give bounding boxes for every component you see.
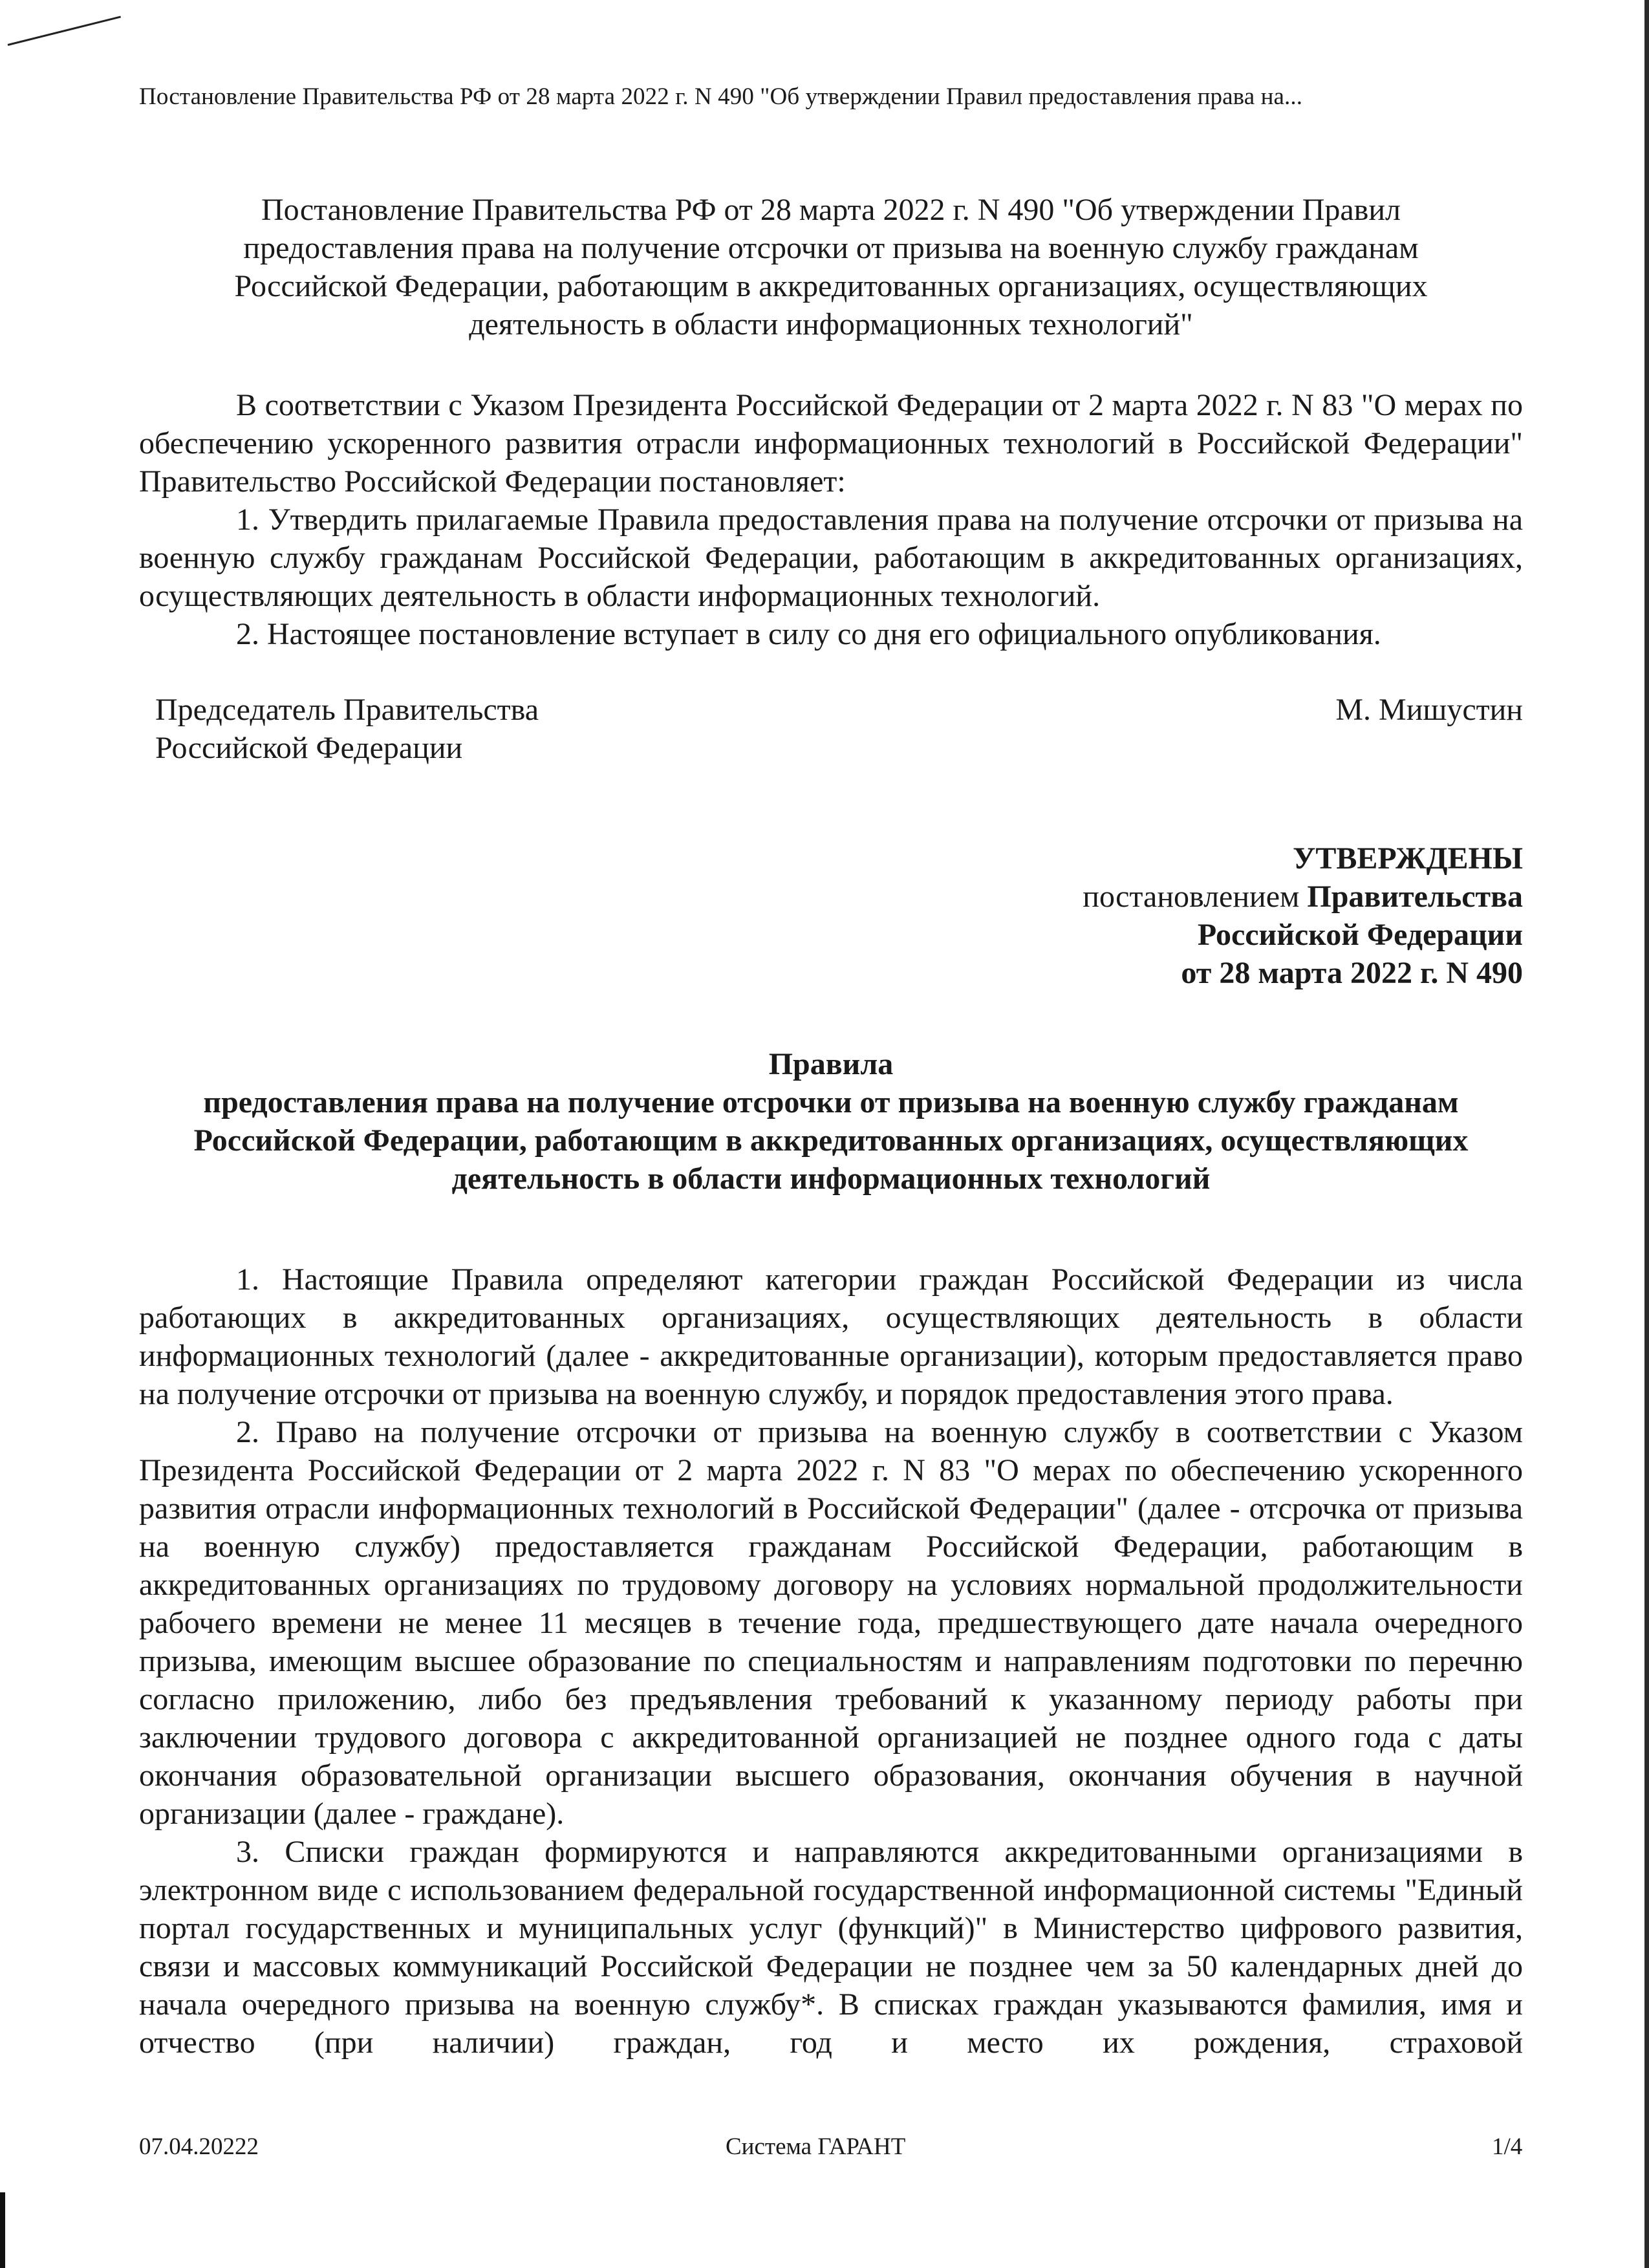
document-title [184, 191, 1478, 343]
preamble-paragraph: В соответствии с Указом Президента Российской Федерации от 2 марта 2022 г. N 83 "О мерах по обеспечению ускоренного развития отрасли информационных технологий в Российской Федерации" Правительство Российской Федерации постановляет: [139, 388, 1523, 499]
approval-stamp [139, 839, 1523, 992]
decree-item-2: 2. Настоящее постановление вступает в силу со дня его официального опубликования. [236, 617, 1381, 651]
approval-line-normal: постановлением [1083, 880, 1308, 914]
footer-date: 07.04.20222 [139, 2133, 259, 2160]
signatory-position [155, 691, 539, 767]
scan-edge-shadow-right [1644, 0, 1649, 2268]
signature-block [139, 691, 1523, 768]
approval-line: Российской Федерации [1197, 918, 1523, 952]
decree-item-1: 1. Утвердить прилагаемые Правила предоставления права на получение отсрочки от призыва на военную службу гражданам Российской Федерации, работающим в аккредитованных организациях, осуществляющих деятельность в области информационных технологий. [139, 502, 1523, 613]
document-title-line: предоставления права на получение отсрочки от призыва на военную службу гражданам [243, 231, 1419, 265]
signatory-position-line: Российской Федерации [155, 731, 463, 765]
signatory-name: М. Мишустин [1335, 693, 1523, 727]
footer-page-number: 1/4 [1492, 2133, 1523, 2160]
signatory-position-line: Председатель Правительства [155, 693, 539, 727]
rules-paragraph-3: 3. Списки граждан формируются и направляются аккредитованными организациями в электронном виде с использованием федеральной государственной информационной системы "Единый портал государственных и муниципальных услуг (функций)" в Министерство цифрового развития, связи и массовых коммуникаций Российской Федерации не позднее чем за 50 календарных дней до начала очередного призыва на военную службу*. В списках граждан указываются фамилия, имя и отчество (при наличии) граждан, год и место их рождения, страховой [139, 1835, 1523, 2060]
pen-stroke-mark [8, 16, 121, 45]
rules-title-line: деятельность в области информационных технологий [451, 1161, 1211, 1196]
document-body [139, 191, 1523, 2062]
rules-title-line: предоставления права на получение отсрочки от призыва на военную службу гражданам [203, 1085, 1459, 1119]
approval-line [139, 878, 1523, 916]
document-title-line: Постановление Правительства РФ от 28 марта 2022 г. N 490 "Об утверждении Правил [261, 193, 1401, 227]
rules-paragraph-1: 1. Настоящие Правила определяют категории граждан Российской Федерации из числа работающих в аккредитованных организациях, осуществляющих деятельность в области информационных технологий (далее - аккредитованные организации), которым предоставляется право на получение отсрочки от призыва на военную службу, и порядок предоставления этого права. [139, 1262, 1523, 1411]
rules-title [139, 1045, 1523, 1198]
document-title-line: деятельность в области информационных технологий" [469, 307, 1193, 341]
rules-paragraph-2: 2. Право на получение отсрочки от призыва на военную службу в соответствии с Указом Президента Российской Федерации от 2 марта 2022 г. N 83 "О мерах по обеспечению ускоренного развития отрасли информационных технологий в Российской Федерации" (далее - отсрочка от призыва на военную службу) предоставляется гражданам Российской Федерации, работающим в аккредитованных организациях по трудовому договору на условиях нормальной продолжительности рабочего времени не менее 11 месяцев в течение года, предшествующего дате начала очередного призыва, имеющим высшее образование по специальностям и направлениям подготовки по перечню согласно приложению, либо без предъявления требований к указанному периоду работы при заключении трудового договора с аккредитованной организацией не позднее одного года с даты окончания образовательной организации высшего образования, окончания обучения в научной организации (далее - граждане). [139, 1415, 1523, 1831]
document-title-line: Российской Федерации, работающим в аккредитованных организациях, осуществляющих [234, 269, 1428, 303]
rules-title-line: Правила [768, 1047, 894, 1081]
running-header: Постановление Правительства РФ от 28 марта 2022 г. N 490 "Об утверждении Правил предоставления права на... [139, 83, 1303, 110]
approval-date-line: от 28 марта 2022 г. N 490 [1181, 956, 1523, 990]
footer-system-name: Система ГАРАНТ [726, 2133, 906, 2160]
approval-heading: УТВЕРЖДЕНЫ [1293, 841, 1523, 876]
scan-edge-shadow-left [0, 2192, 5, 2268]
rules-title-line: Российской Федерации, работающим в аккредитованных организациях, осуществляющих [193, 1123, 1469, 1158]
approval-line-bold: Правительства [1307, 880, 1523, 914]
